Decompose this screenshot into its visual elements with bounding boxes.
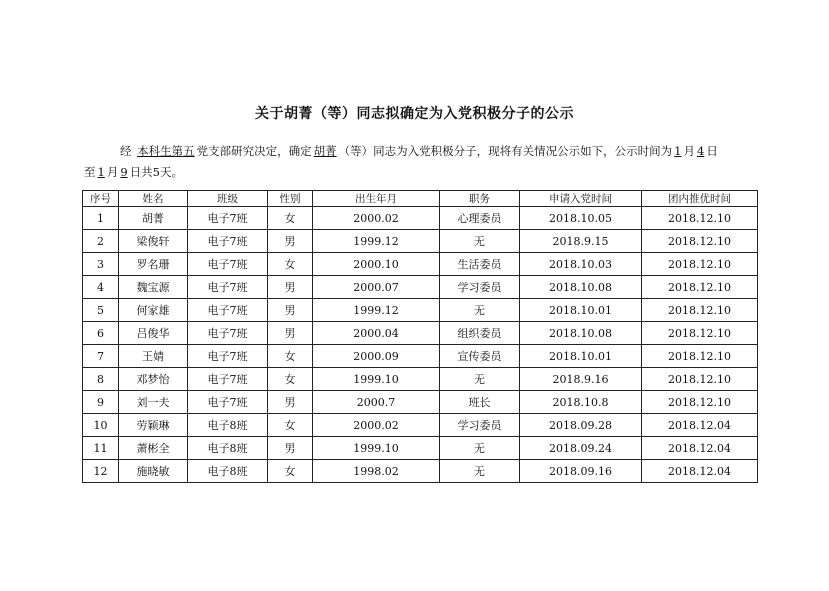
cell-gender: 男 (268, 230, 313, 253)
cell-apply-date: 2018.10.08 (520, 276, 642, 299)
cell-birth: 2000.7 (313, 391, 440, 414)
cell-index: 1 (83, 207, 119, 230)
cell-position: 无 (440, 460, 520, 483)
cell-position: 无 (440, 437, 520, 460)
intro-prefix: 经 (120, 144, 132, 158)
cell-index: 8 (83, 368, 119, 391)
cell-class: 电子7班 (188, 299, 268, 322)
cell-apply-date: 2018.10.08 (520, 322, 642, 345)
cell-class: 电子7班 (188, 345, 268, 368)
cell-gender: 男 (268, 391, 313, 414)
cell-birth: 2000.02 (313, 414, 440, 437)
table-row (83, 437, 758, 460)
candidate-name: 胡菁 (313, 144, 337, 158)
cell-name: 梁俊轩 (119, 230, 188, 253)
cell-birth: 1999.10 (313, 437, 440, 460)
candidate-table (82, 190, 758, 483)
cell-gender: 男 (268, 299, 313, 322)
cell-class: 电子7班 (188, 391, 268, 414)
table-row (83, 299, 758, 322)
table-row (83, 253, 758, 276)
cell-gender: 男 (268, 276, 313, 299)
cell-apply-date: 2018.09.24 (520, 437, 642, 460)
cell-position: 无 (440, 368, 520, 391)
cell-apply-date: 2018.10.01 (520, 345, 642, 368)
cell-birth: 2000.07 (313, 276, 440, 299)
header-index: 序号 (83, 191, 119, 207)
cell-name: 施晓敏 (119, 460, 188, 483)
cell-name: 胡菁 (119, 207, 188, 230)
table-row (83, 391, 758, 414)
cell-recommend-date: 2018.12.10 (642, 207, 758, 230)
table-row (83, 345, 758, 368)
table-row (83, 460, 758, 483)
cell-position: 学习委员 (440, 276, 520, 299)
cell-index: 3 (83, 253, 119, 276)
cell-recommend-date: 2018.12.10 (642, 253, 758, 276)
cell-index: 6 (83, 322, 119, 345)
cell-index: 9 (83, 391, 119, 414)
cell-apply-date: 2018.10.01 (520, 299, 642, 322)
table-header-row (83, 191, 758, 207)
table-row (83, 414, 758, 437)
cell-name: 邓梦怡 (119, 368, 188, 391)
intro-to: 至 (84, 165, 96, 179)
start-day: 4 (696, 144, 705, 158)
header-name: 姓名 (119, 191, 188, 207)
cell-recommend-date: 2018.12.10 (642, 391, 758, 414)
cell-recommend-date: 2018.12.10 (642, 276, 758, 299)
cell-name: 萧彬全 (119, 437, 188, 460)
cell-apply-date: 2018.10.05 (520, 207, 642, 230)
cell-class: 电子7班 (188, 253, 268, 276)
cell-class: 电子7班 (188, 276, 268, 299)
cell-position: 宣传委员 (440, 345, 520, 368)
intro-line-1 (120, 143, 820, 159)
cell-position: 心理委员 (440, 207, 520, 230)
cell-recommend-date: 2018.12.10 (642, 230, 758, 253)
cell-gender: 女 (268, 207, 313, 230)
header-apply-date: 申请入党时间 (520, 191, 642, 207)
cell-apply-date: 2018.10.03 (520, 253, 642, 276)
month-label: 月 (683, 144, 695, 158)
cell-index: 7 (83, 345, 119, 368)
intro-text-1: 党支部研究决定，确定 (196, 144, 312, 158)
cell-name: 劳颖琳 (119, 414, 188, 437)
cell-position: 班长 (440, 391, 520, 414)
cell-gender: 女 (268, 414, 313, 437)
start-month: 1 (674, 144, 682, 158)
cell-index: 4 (83, 276, 119, 299)
cell-apply-date: 2018.09.28 (520, 414, 642, 437)
cell-apply-date: 2018.9.16 (520, 368, 642, 391)
intro-text-2: （等）同志为入党积极分子，现将有关情况公示如下，公示时间为 (338, 144, 673, 158)
cell-name: 魏宝源 (119, 276, 188, 299)
cell-index: 5 (83, 299, 119, 322)
cell-birth: 2000.10 (313, 253, 440, 276)
cell-recommend-date: 2018.12.04 (642, 437, 758, 460)
cell-apply-date: 2018.10.8 (520, 391, 642, 414)
cell-position: 无 (440, 230, 520, 253)
cell-name: 罗名珊 (119, 253, 188, 276)
cell-recommend-date: 2018.12.10 (642, 299, 758, 322)
cell-name: 王婧 (119, 345, 188, 368)
cell-name: 何家雄 (119, 299, 188, 322)
table-row (83, 368, 758, 391)
intro-line-2 (84, 164, 784, 180)
cell-name: 吕俊华 (119, 322, 188, 345)
cell-gender: 女 (268, 253, 313, 276)
table-body (83, 207, 758, 483)
table-row (83, 230, 758, 253)
cell-birth: 1999.10 (313, 368, 440, 391)
cell-index: 10 (83, 414, 119, 437)
cell-class: 电子7班 (188, 230, 268, 253)
month-label: 月 (106, 165, 119, 179)
cell-gender: 男 (268, 437, 313, 460)
header-position: 职务 (440, 191, 520, 207)
table-row (83, 276, 758, 299)
cell-birth: 1999.12 (313, 299, 440, 322)
cell-class: 电子7班 (188, 207, 268, 230)
header-recommend-date: 团内推优时间 (642, 191, 758, 207)
header-birth: 出生年月 (313, 191, 440, 207)
cell-gender: 女 (268, 460, 313, 483)
day-label: 日 (706, 144, 718, 158)
branch-name: 本科生第五 (137, 144, 195, 158)
cell-gender: 女 (268, 368, 313, 391)
cell-apply-date: 2018.09.16 (520, 460, 642, 483)
cell-apply-date: 2018.9.15 (520, 230, 642, 253)
table-row (83, 207, 758, 230)
table-row (83, 322, 758, 345)
cell-recommend-date: 2018.12.10 (642, 322, 758, 345)
cell-birth: 2000.04 (313, 322, 440, 345)
cell-class: 电子7班 (188, 368, 268, 391)
cell-position: 组织委员 (440, 322, 520, 345)
cell-position: 学习委员 (440, 414, 520, 437)
cell-birth: 1998.02 (313, 460, 440, 483)
cell-class: 电子8班 (188, 414, 268, 437)
header-gender: 性别 (268, 191, 313, 207)
cell-birth: 1999.12 (313, 230, 440, 253)
cell-class: 电子8班 (188, 460, 268, 483)
cell-gender: 男 (268, 322, 313, 345)
end-month: 1 (97, 165, 105, 179)
end-day: 9 (120, 165, 128, 179)
cell-birth: 2000.02 (313, 207, 440, 230)
cell-position: 生活委员 (440, 253, 520, 276)
cell-recommend-date: 2018.12.10 (642, 368, 758, 391)
cell-name: 刘一夫 (119, 391, 188, 414)
cell-gender: 女 (268, 345, 313, 368)
cell-birth: 2000.09 (313, 345, 440, 368)
header-class: 班级 (188, 191, 268, 207)
intro-tail: 日共5天。 (129, 165, 183, 179)
cell-recommend-date: 2018.12.04 (642, 414, 758, 437)
cell-position: 无 (440, 299, 520, 322)
cell-class: 电子8班 (188, 437, 268, 460)
document-title: 关于胡菁（等）同志拟确定为入党积极分子的公示 (255, 106, 574, 122)
cell-index: 11 (83, 437, 119, 460)
cell-recommend-date: 2018.12.10 (642, 345, 758, 368)
cell-index: 12 (83, 460, 119, 483)
cell-recommend-date: 2018.12.04 (642, 460, 758, 483)
cell-index: 2 (83, 230, 119, 253)
cell-class: 电子7班 (188, 322, 268, 345)
